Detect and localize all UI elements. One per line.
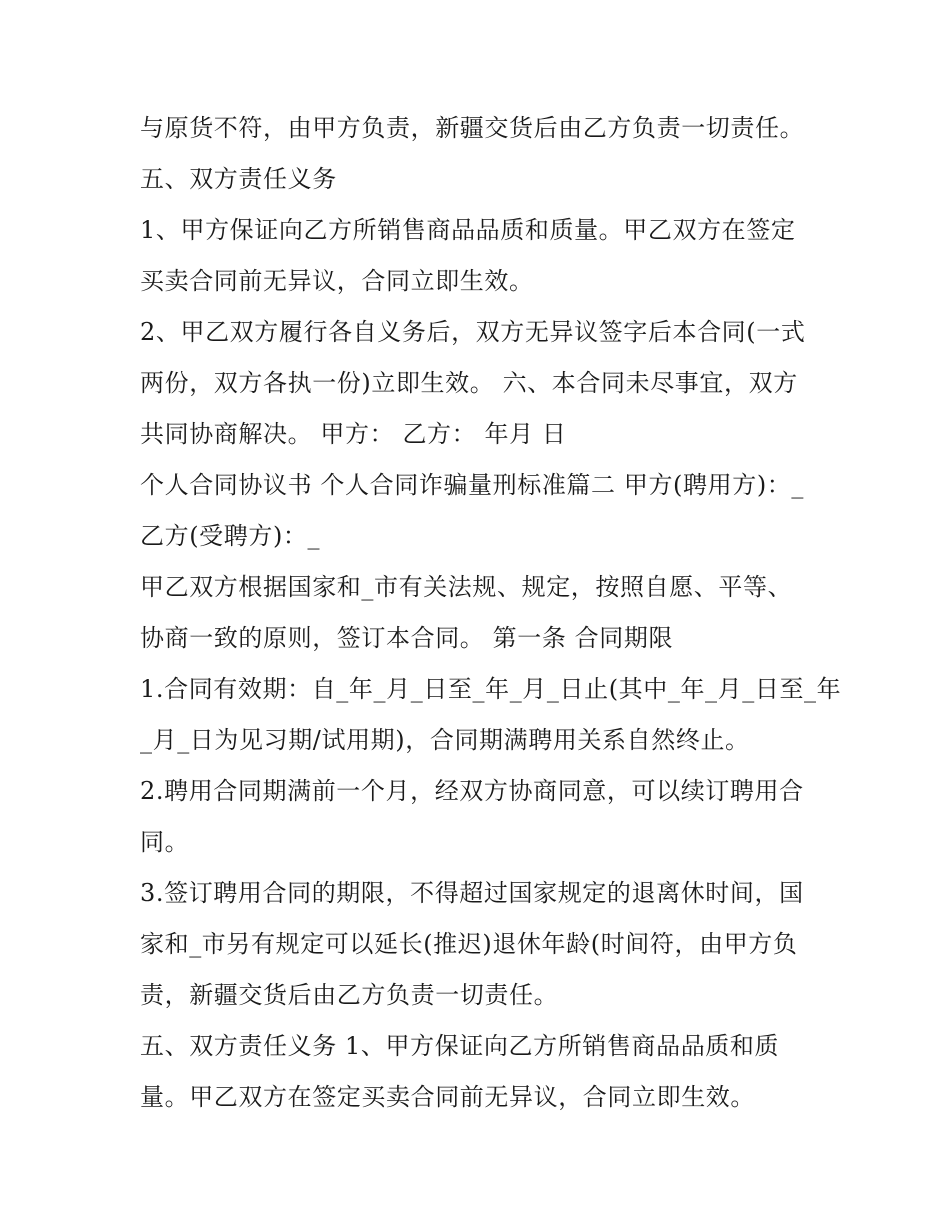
- text-line: 家和_市另有规定可以延长(推迟)退休年龄(时间符，由甲方负: [140, 930, 798, 958]
- text-line: 协商一致的原则，签订本合同。 第一条 合同期限: [140, 624, 674, 652]
- text-line: _月_日为见习期/试用期)，合同期满聘用关系自然终止。: [140, 726, 750, 754]
- text-line: 甲乙双方根据国家和_市有关法规、规定，按照自愿、平等、: [140, 573, 793, 601]
- text-line: 与原货不符，由甲方负责，新疆交货后由乙方负责一切责任。: [140, 114, 805, 142]
- text-line: 1、甲方保证向乙方所销售商品品质和质量。甲乙双方在签定: [140, 216, 796, 244]
- text-line: 量。甲乙双方在签定买卖合同前无异议，合同立即生效。: [140, 1083, 755, 1111]
- text-line: 责，新疆交货后由乙方负责一切责任。: [140, 981, 559, 1009]
- text-line: 买卖合同前无异议，合同立即生效。: [140, 267, 534, 295]
- text-line: 个人合同协议书 个人合同诈骗量刑标准篇二 甲方(聘用方)：_: [140, 471, 804, 499]
- text-line: 共同协商解决。 甲方： 乙方： 年月 日: [140, 420, 567, 448]
- text-line: 五、双方责任义务 1、甲方保证向乙方所销售商品品质和质: [140, 1032, 780, 1060]
- text-line: 同。: [140, 828, 190, 856]
- section-heading: 五、双方责任义务: [140, 165, 337, 193]
- text-line: 3.签订聘用合同的期限，不得超过国家规定的退离休时间，国: [140, 879, 804, 907]
- text-line: 2、甲乙双方履行各自义务后，双方无异议签字后本合同(一式: [140, 318, 806, 346]
- text-line: 乙方(受聘方)：_: [140, 522, 321, 550]
- text-line: 2.聘用合同期满前一个月，经双方协商同意，可以续订聘用合: [140, 777, 804, 805]
- text-line: 两份，双方各执一份)立即生效。 六、本合同未尽事宜，双方: [140, 369, 798, 397]
- text-line: 1.合同有效期：自_年_月_日至_年_月_日止(其中_年_月_日至_年: [140, 675, 842, 703]
